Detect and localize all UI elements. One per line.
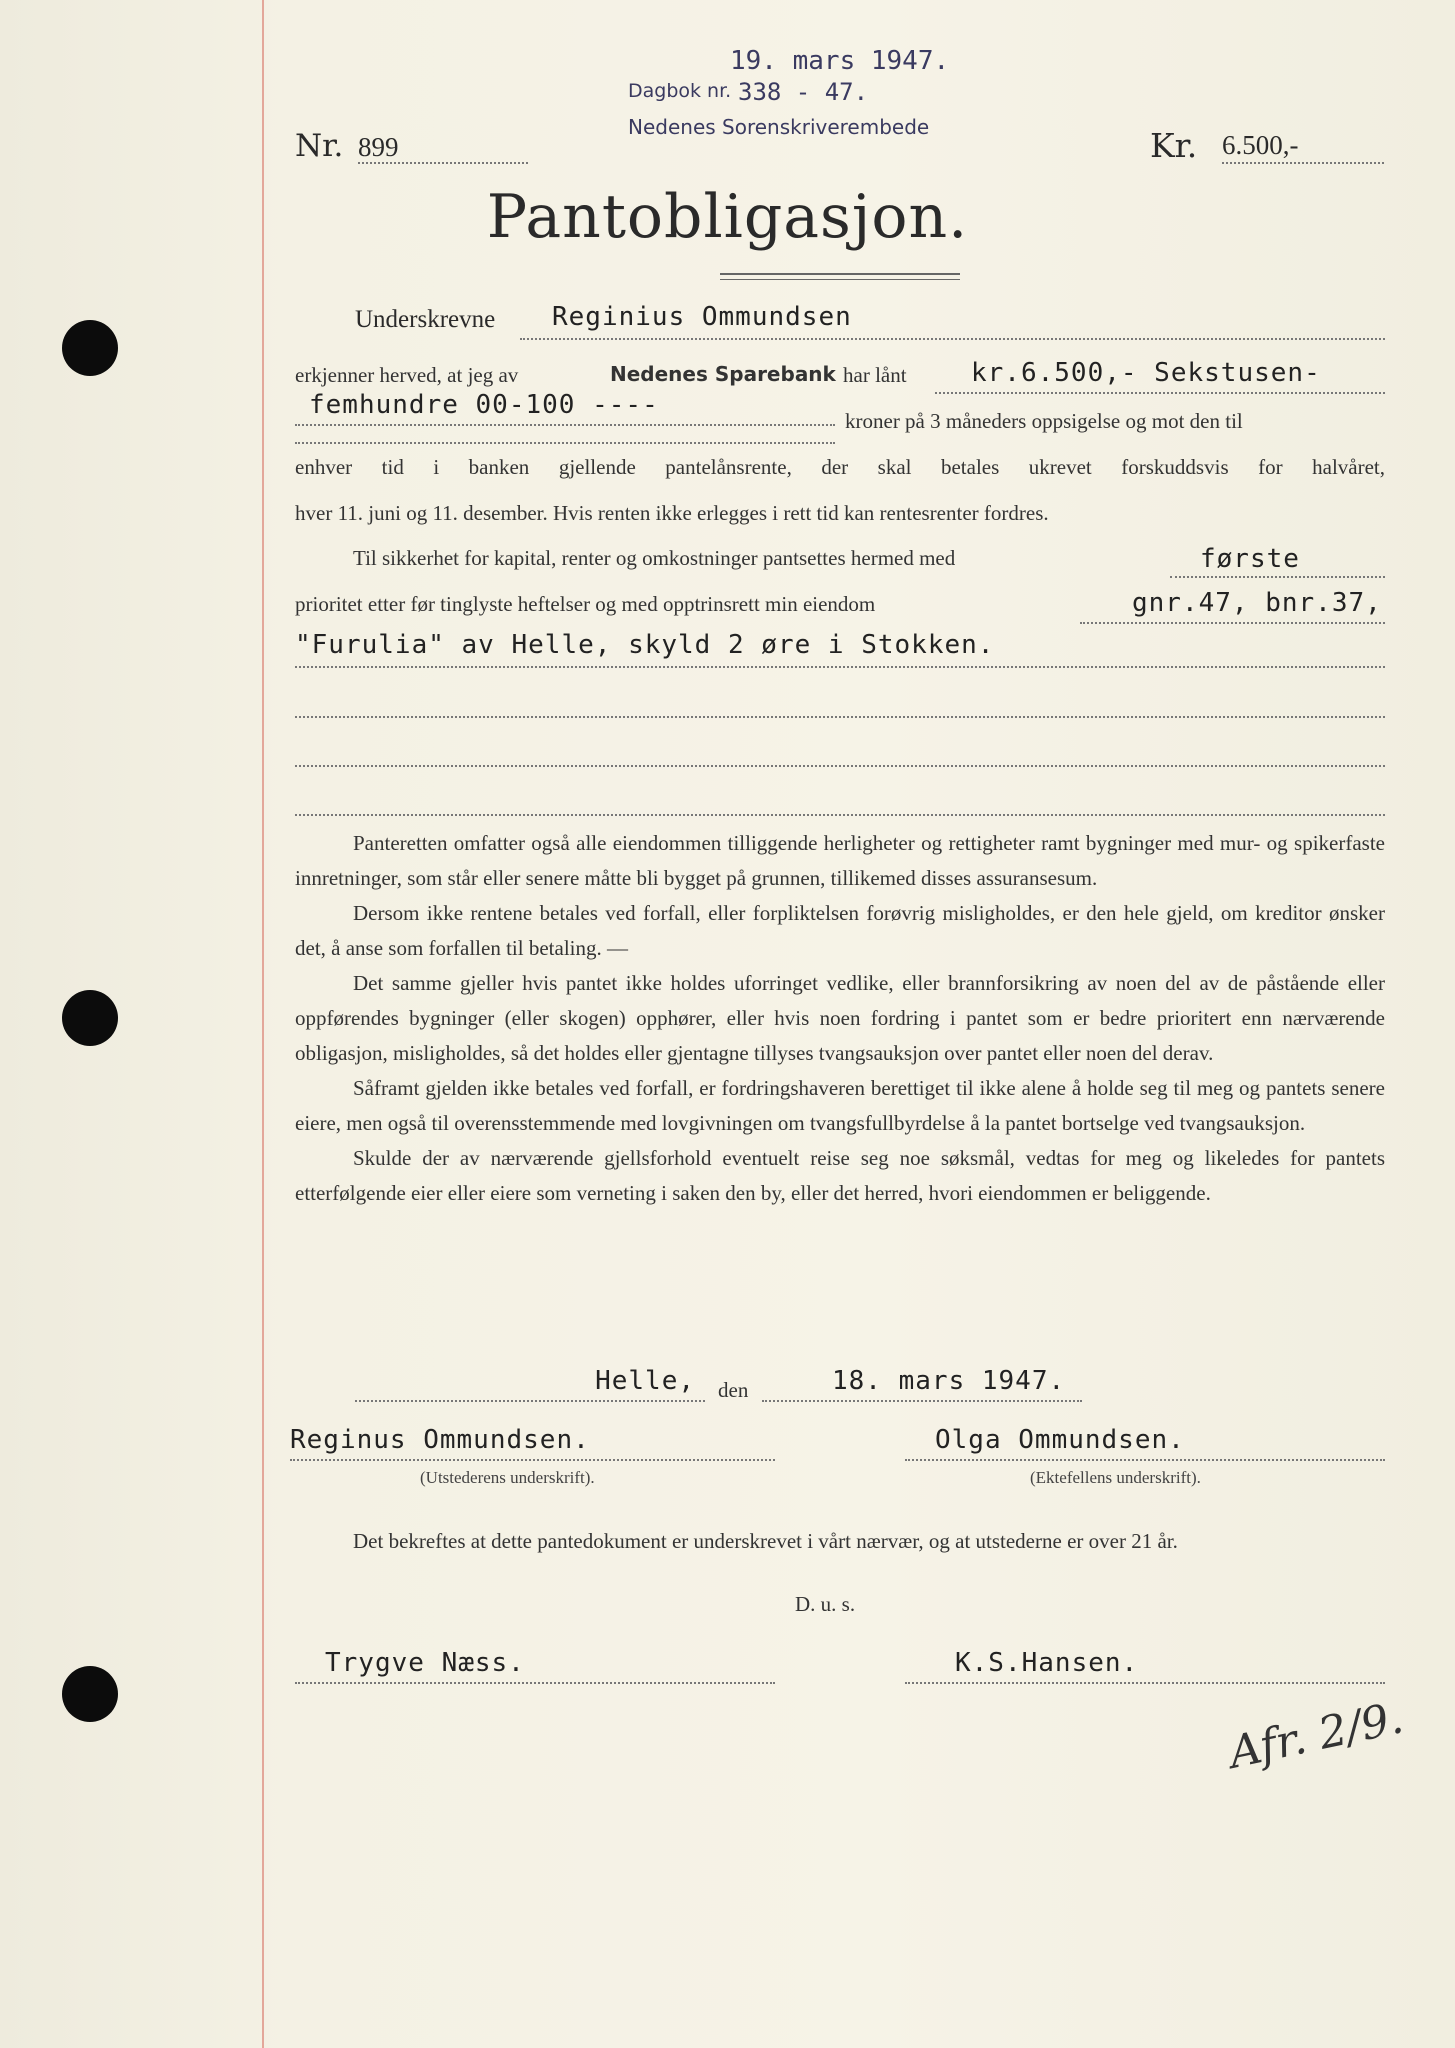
property-line-2 xyxy=(295,630,1385,668)
den-label: den xyxy=(718,1378,749,1402)
undersigned-label: Underskrevne xyxy=(355,306,496,333)
paragraph-2: Dersom ikke rentene betales ved forfall, eller forpliktelsen forøvrig misligholdes, er den hele gjeld, om kreditor ønsker det, å anse som forfallen til betaling. — xyxy=(295,901,1385,960)
margin-rule xyxy=(262,0,264,2048)
punch-hole-top xyxy=(62,320,118,376)
spouse-name: Olga Ommundsen. xyxy=(935,1425,1185,1455)
witness2-line xyxy=(905,1648,1385,1684)
amount-part2: femhundre 00-100 ---- xyxy=(309,390,659,420)
paragraph-1: Panteretten omfatter også alle eiendommen tilliggende herligheter og rettigheter ramt bygninger med mur- og spikerfaste innretninger, som står eller senere måtte bli bygget på grunnen, tillikemed disses assuransesum. xyxy=(295,831,1385,890)
witness1-name: Trygve Næss. xyxy=(325,1648,525,1678)
property-part2: "Furulia" av Helle, skyld 2 øre i Stokken. xyxy=(295,630,995,660)
security-prefix: Til sikkerhet for kapital, renter og omkostninger pantsettes hermed med xyxy=(353,546,956,570)
amount-line-2 xyxy=(295,390,835,426)
kr-label: Kr. xyxy=(1150,126,1198,165)
office-stamp: Nedenes Sorenskriverembede xyxy=(628,115,930,139)
blank-line-1 xyxy=(295,714,1385,718)
dagbok-label: Dagbok nr. xyxy=(628,80,732,102)
nr-number: 899 xyxy=(358,132,399,162)
issuer-name: Reginus Ommundsen. xyxy=(290,1425,590,1455)
amount-line-1 xyxy=(935,358,1385,394)
dagbok-value: 338 - 47. xyxy=(738,78,869,106)
date-line xyxy=(762,1366,1082,1402)
undersigned-name: Reginius Ommundsen xyxy=(552,302,852,332)
witness2-name: K.S.Hansen. xyxy=(955,1648,1139,1678)
stamp-date: 19. mars 1947. xyxy=(730,46,950,76)
place-line xyxy=(355,1366,705,1402)
terms-body xyxy=(295,826,1385,1211)
kr-value xyxy=(1222,130,1384,164)
priority-text: prioritet etter før tinglyste heftelser og med opptrinsrett min eiendom xyxy=(295,592,876,616)
property-line-1 xyxy=(1080,588,1385,624)
interest-line: enhver tid i banken gjellende pantelånsrente, der skal betales ukrevet forskuddsvis for halvåret, xyxy=(295,455,1385,479)
nr-value xyxy=(358,132,528,164)
intro-line1-suffix: har lånt xyxy=(843,363,907,387)
witness1-line xyxy=(295,1648,775,1684)
dus-text: D. u. s. xyxy=(795,1592,856,1616)
handwritten-annotation: Afr. 2/9. xyxy=(1224,1692,1408,1779)
bank-name: Nedenes Sparebank xyxy=(610,362,836,386)
signing-place: Helle, xyxy=(595,1366,695,1396)
spouse-signature-line xyxy=(905,1425,1385,1461)
priority-line xyxy=(1170,544,1385,578)
document-title: Pantobligasjon. xyxy=(486,182,969,252)
paragraph-5: Skulde der av nærværende gjellsforhold eventuelt reise seg noe søksmål, vedtas for meg og likeledes for pantets etterfølgende eier eller eiere som verneting i saken den by, eller det herred, hvori eiendommen er beliggende. xyxy=(295,1146,1385,1205)
blank-line-2 xyxy=(295,763,1385,767)
intro-line1-prefix: erkjenner herved, at jeg av xyxy=(295,363,519,387)
undersigned-line xyxy=(520,302,1385,340)
signing-date: 18. mars 1947. xyxy=(832,1366,1066,1396)
paragraph-3: Det samme gjeller hvis pantet ikke holdes uforringet vedlike, eller brannforsikring av noen del av de påstående eller oppførendes bygninger (eller skogen) opphører, eller hvis noen fordring i pantet som er bedre prioritert enn nærværende obligasjon, misligholdes, så det holdes eller gjentagne tillyses tvangsauksjon over pantet eller noen del derav. xyxy=(295,971,1385,1065)
property-part1: gnr.47, bnr.37, xyxy=(1132,588,1382,618)
title-underline-2 xyxy=(720,279,960,280)
kr-amount: 6.500,- xyxy=(1222,130,1299,160)
payment-dates-line: hver 11. juni og 11. desember. Hvis renten ikke erlegges i rett tid kan rentesrenter fordres. xyxy=(295,501,1049,525)
issuer-caption: (Utstederens underskrift). xyxy=(420,1468,595,1487)
paragraph-4: Såframt gjelden ikke betales ved forfall, er fordringshaveren berettiget til ikke alene å holde seg til meg og pantets senere eiere, men også til overensstemmende med lovgivningen om tvangsfullbyrdelse å la pantet bortselge ved tvangsauksjon. xyxy=(295,1076,1385,1135)
amount-line-3 xyxy=(295,440,835,444)
punch-hole-bottom xyxy=(62,1666,118,1722)
nr-label: Nr. xyxy=(295,128,344,164)
title-underline-1 xyxy=(720,273,960,275)
witness-text: Det bekreftes at dette pantedokument er underskrevet i vårt nærvær, og at utstederne er over 21 år. xyxy=(353,1529,1178,1553)
priority-value: første xyxy=(1200,544,1300,574)
punch-hole-middle xyxy=(62,990,118,1046)
kroner-text: kroner på 3 måneders oppsigelse og mot den til xyxy=(845,409,1243,433)
blank-line-3 xyxy=(295,812,1385,816)
spouse-caption: (Ektefellens underskrift). xyxy=(1030,1468,1201,1487)
issuer-signature-line xyxy=(290,1425,775,1461)
amount-part1: kr.6.500,- Sekstusen- xyxy=(971,358,1321,388)
